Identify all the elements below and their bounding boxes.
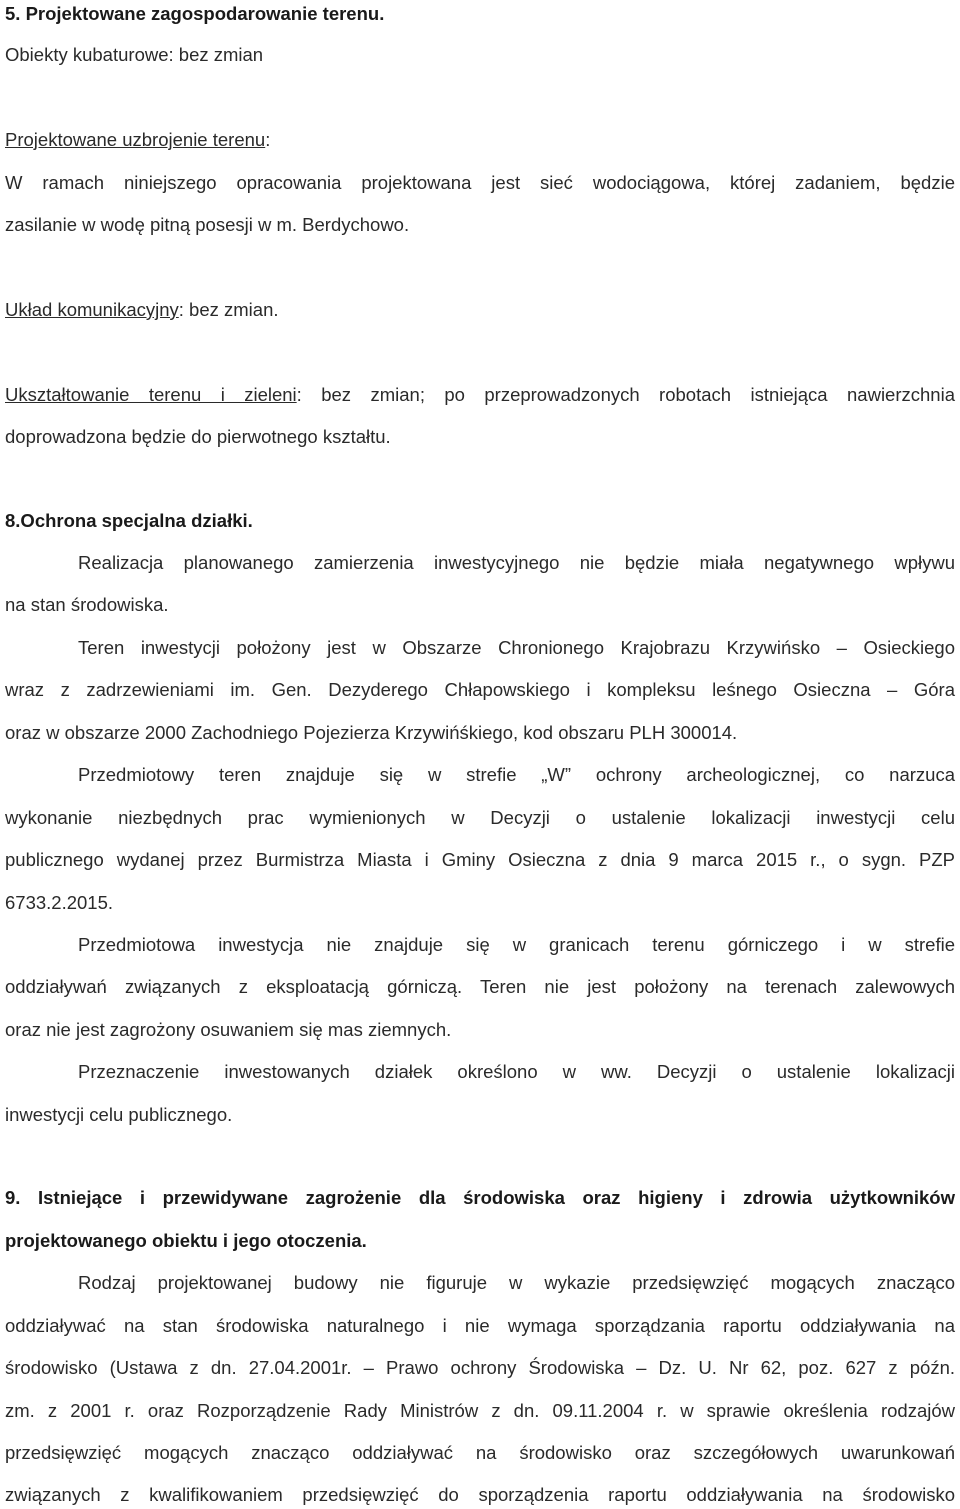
kubatura-line: Obiekty kubaturowe: bez zmian <box>5 44 264 65</box>
paragraph-line: wraz z zadrzewieniami im. Gen. Dezyderego Chłapowskiego i kompleksu leśnego Osieczna – Góra <box>5 679 955 700</box>
paragraph-line: oraz w obszarze 2000 Zachodniego Pojezierza Krzywińśkiego, kod obszaru PLH 300014. <box>5 722 738 743</box>
paragraph-line: związanych z kwalifikowaniem przedsięwzięć do sporządzenia raportu oddziaływania na środowisko <box>5 1484 955 1505</box>
paragraph-line: 6733.2.2015. <box>5 892 114 913</box>
uzbrojenie-colon: : <box>265 129 271 150</box>
section-5-heading: 5. Projektowane zagospodarowanie terenu. <box>5 3 385 24</box>
paragraph-line: środowisko (Ustawa z dn. 27.04.2001r. – Prawo ochrony Środowiska – Dz. U. Nr 62, poz. 627 z późn. <box>5 1357 955 1378</box>
zielen-label: Ukształtowanie terenu i zieleni <box>5 384 297 405</box>
paragraph-line: wykonanie niezbędnych prac wymienionych w Decyzji o ustalenie lokalizacji inwestycji celu <box>5 807 955 828</box>
paragraph-line: publicznego wydanej przez Burmistrza Miasta i Gminy Osieczna z dnia 9 marca 2015 r., o sygn. PZP <box>5 849 955 870</box>
paragraph-line: Teren inwestycji położony jest w Obszarze Chronionego Krajobrazu Krzywińsko – Osieckiego <box>78 637 955 658</box>
paragraph-line: doprowadzona będzie do pierwotnego kształtu. <box>5 426 391 447</box>
paragraph-line: Przeznaczenie inwestowanych działek określono w ww. Decyzji o ustalenie lokalizacji <box>78 1061 955 1082</box>
uzbrojenie-label: Projektowane uzbrojenie terenu <box>5 129 266 150</box>
paragraph-line: Realizacja planowanego zamierzenia inwestycyjnego nie będzie miała negatywnego wpływu <box>78 552 955 573</box>
paragraph-line: W ramach niniejszego opracowania projektowana jest sieć wodociągowa, której zadaniem, będzie <box>5 172 955 193</box>
komunikacja-line <box>5 298 279 322</box>
paragraph-line: Przedmiotowy teren znajduje się w strefie „W” ochrony archeologicznej, co narzuca <box>78 764 955 785</box>
paragraph-line: oraz nie jest zagrożony osuwaniem się mas ziemnych. <box>5 1019 452 1040</box>
paragraph-line: przedsięwzięć mogących znacząco oddziaływać na środowisko oraz szczegółowych uwarunkowań <box>5 1442 955 1463</box>
paragraph-line: zm. z 2001 r. oraz Rozporządzenie Rady Ministrów z dn. 09.11.2004 r. w sprawie określenia rodzajów <box>5 1400 955 1421</box>
zielen-line <box>5 383 955 407</box>
paragraph-line: oddziaływań związanych z eksploatacją górniczą. Teren nie jest położony na terenach zalewowych <box>5 976 955 997</box>
uzbrojenie-label-line <box>5 128 270 152</box>
komunikacja-label: Układ komunikacyjny <box>5 299 179 320</box>
section-8-heading: 8.Ochrona specjalna działki. <box>5 510 253 531</box>
paragraph-line: oddziaływać na stan środowiska naturalnego i nie wymaga sporządzania raportu oddziaływania na <box>5 1315 955 1336</box>
section-9-heading: 9. Istniejące i przewidywane zagrożenie dla środowiska oraz higieny i zdrowia użytkowników <box>5 1187 955 1208</box>
paragraph-line: Rodzaj projektowanej budowy nie figuruje w wykazie przedsięwzięć mogących znacząco <box>78 1272 955 1293</box>
paragraph-line: na stan środowiska. <box>5 594 169 615</box>
section-9-heading-cont: projektowanego obiektu i jego otoczenia. <box>5 1230 367 1251</box>
komunikacja-value: : bez zmian. <box>178 299 279 320</box>
zielen-value: : bez zmian; po przeprowadzonych robotach istniejąca nawierzchnia <box>296 384 955 405</box>
paragraph-line: Przedmiotowa inwestycja nie znajduje się w granicach terenu górniczego i w strefie <box>78 934 955 955</box>
paragraph-line: inwestycji celu publicznego. <box>5 1104 233 1125</box>
paragraph-line: zasilanie w wodę pitną posesji w m. Berdychowo. <box>5 214 410 235</box>
